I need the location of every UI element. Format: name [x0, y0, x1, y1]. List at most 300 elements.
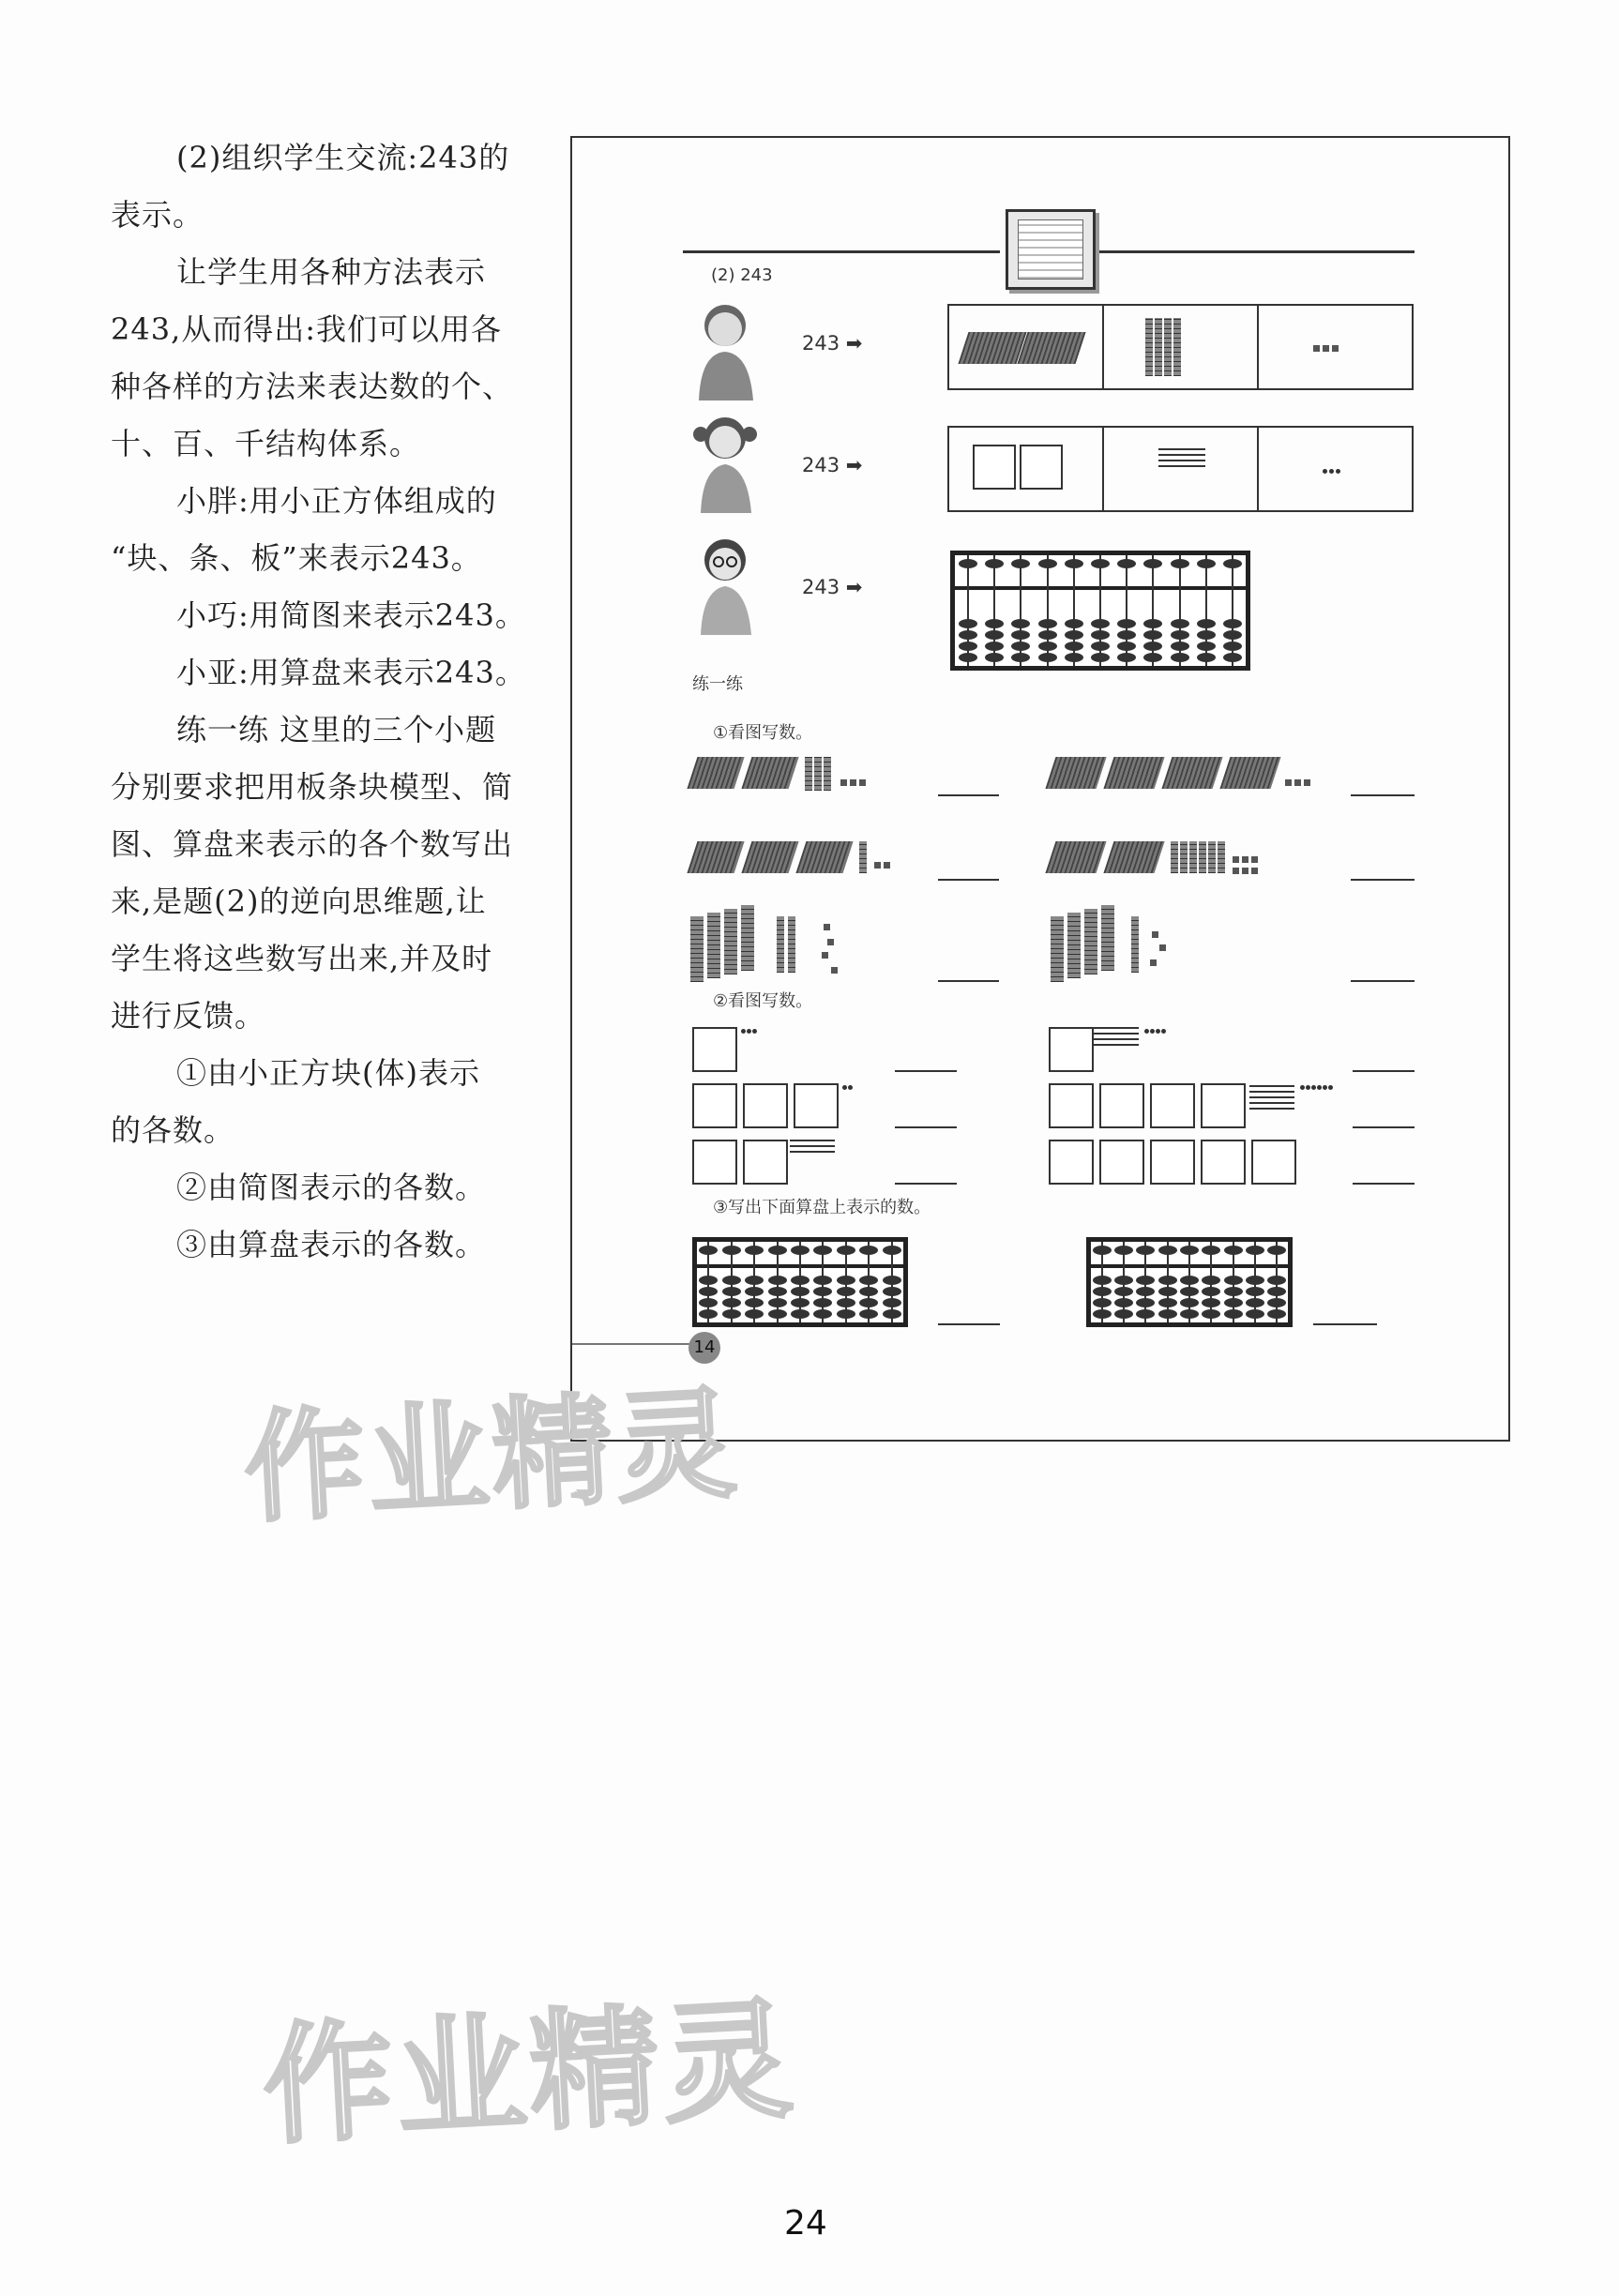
answer-blank[interactable]: [1351, 794, 1415, 796]
ten-line: [1094, 1033, 1139, 1035]
abacus-bead: [1197, 642, 1216, 651]
abacus-bead: [1093, 1309, 1112, 1319]
abacus-bead: [1197, 619, 1216, 628]
abacus-bead: [791, 1276, 810, 1285]
ten-line: [1158, 448, 1205, 450]
note-line: ③由算盘表示的各数。: [176, 1227, 487, 1262]
abacus-bead: [959, 559, 977, 568]
answer-blank[interactable]: [1353, 1070, 1415, 1072]
unit-dot: [1317, 1085, 1322, 1090]
thousand-block: [1101, 905, 1114, 971]
answer-blank[interactable]: [1351, 980, 1415, 982]
abacus-bead: [1117, 559, 1136, 568]
abacus-bead: [1224, 1309, 1243, 1319]
abacus-bead: [722, 1287, 741, 1296]
abacus-bead: [1180, 1246, 1199, 1255]
question-2-title: ②看图写数。: [713, 991, 813, 1011]
abacus-bead: [768, 1287, 787, 1296]
answer-blank[interactable]: [938, 980, 999, 982]
hundred-flat: [741, 757, 798, 789]
hundred-flat: [1219, 757, 1280, 789]
abacus-bead: [985, 559, 1004, 568]
hundred-square: [1049, 1083, 1094, 1128]
abacus-bead: [1114, 1246, 1133, 1255]
unit-cube: [824, 924, 830, 930]
abacus-bead: [1117, 642, 1136, 651]
question-1-title: ①看图写数。: [713, 723, 813, 743]
abacus-bead: [1267, 1246, 1286, 1255]
unit-cube: [827, 939, 834, 945]
answer-blank[interactable]: [895, 1126, 957, 1128]
ten-line: [1249, 1096, 1294, 1098]
unit-cube: [1332, 345, 1339, 352]
teaching-notes: [111, 129, 544, 1274]
unit-cube: [1242, 868, 1248, 874]
hundred-flat: [1103, 757, 1164, 789]
answer-blank[interactable]: [1351, 879, 1415, 881]
note-line: 小亚:用算盘来表示243。: [176, 655, 526, 690]
abacus-bead: [813, 1298, 832, 1307]
ten-rod: [788, 916, 795, 973]
abacus-bead: [1202, 1309, 1220, 1319]
thousand-block: [707, 913, 720, 978]
abacus-bead: [1136, 1276, 1155, 1285]
abacus-bead: [1136, 1298, 1155, 1307]
abacus-bead: [959, 630, 977, 640]
abacus-bead: [1246, 1287, 1264, 1296]
answer-blank[interactable]: [938, 794, 999, 796]
note-line: 学生将这些数写出来,并及时: [111, 941, 493, 976]
hundred-flat: [687, 841, 744, 873]
note-line: 来,是题(2)的逆向思维题,让: [111, 884, 487, 919]
note-line: 十、百、千结构体系。: [111, 426, 421, 461]
abacus-bead: [1093, 1298, 1112, 1307]
unit-cube: [1159, 944, 1166, 951]
unit-cube: [859, 779, 866, 786]
abacus-bead: [1246, 1298, 1264, 1307]
abacus-bead: [699, 1309, 718, 1319]
abacus-bead: [959, 642, 977, 651]
ten-line: [1158, 460, 1205, 461]
answer-blank[interactable]: [1353, 1126, 1415, 1128]
arrow-icon: ➡: [845, 576, 863, 598]
hundred-flat: [1017, 332, 1085, 364]
abacus-bead: [1091, 630, 1110, 640]
abacus-bead: [859, 1287, 878, 1296]
abacus-bead: [1202, 1246, 1220, 1255]
abacus-bead: [1065, 619, 1083, 628]
abacus-bead: [1117, 619, 1136, 628]
hundred-flat: [1045, 757, 1106, 789]
abacus-bead: [1143, 630, 1162, 640]
abacus-bead: [768, 1276, 787, 1285]
abacus-bead: [745, 1287, 764, 1296]
abacus-bead: [1158, 1309, 1177, 1319]
hundred-square: [1099, 1140, 1144, 1185]
abacus-bead: [985, 653, 1004, 662]
abacus-bead: [791, 1309, 810, 1319]
abacus-bead: [1246, 1246, 1264, 1255]
abacus-bead: [1171, 642, 1189, 651]
hundred-square: [1020, 445, 1063, 490]
arrow-icon: ➡: [845, 454, 863, 476]
abacus-bead: [985, 619, 1004, 628]
hundred-square: [973, 445, 1016, 490]
ten-rod: [777, 916, 784, 973]
abacus-bead: [1011, 642, 1030, 651]
unit-cube: [1150, 959, 1157, 966]
abacus-bead: [813, 1246, 832, 1255]
abacus-question-a: [692, 1237, 908, 1327]
unit-dot: [1150, 1029, 1155, 1034]
ten-line: [1249, 1085, 1294, 1087]
hundred-flat: [795, 841, 853, 873]
abacus-bead: [1223, 630, 1242, 640]
abacus-bead: [813, 1287, 832, 1296]
unit-dot: [741, 1029, 746, 1034]
unit-cube: [840, 779, 847, 786]
abacus-bead: [1091, 653, 1110, 662]
note-line: ②由简图表示的各数。: [176, 1170, 487, 1205]
unit-dot: [848, 1085, 853, 1090]
unit-cube: [1313, 345, 1320, 352]
abacus-bead: [1011, 619, 1030, 628]
abacus-bead: [1197, 630, 1216, 640]
thousand-block: [1067, 913, 1081, 978]
thousand-block: [741, 905, 754, 971]
ten-line: [1249, 1091, 1294, 1093]
boy-xiaopang-icon: [689, 297, 764, 400]
hundred-square: [1099, 1083, 1144, 1128]
abacus-bead: [1246, 1276, 1264, 1285]
abacus-bead: [1143, 642, 1162, 651]
hundred-flat: [1103, 841, 1164, 873]
abacus-bead: [699, 1287, 718, 1296]
abacus-bead: [1136, 1309, 1155, 1319]
abacus-bead: [837, 1298, 855, 1307]
abacus-bead: [1114, 1276, 1133, 1285]
unit-dot: [1156, 1029, 1160, 1034]
abacus-bead: [1223, 619, 1242, 628]
hundred-flat: [958, 332, 1026, 364]
place-value-blocks-box: [947, 304, 1414, 390]
ten-line: [1094, 1044, 1139, 1046]
unit-cube: [1285, 779, 1292, 786]
unit-cube: [1152, 931, 1158, 938]
abacus-bead: [722, 1298, 741, 1307]
abacus-bead: [1202, 1287, 1220, 1296]
abacus-bead: [768, 1309, 787, 1319]
abacus-bead: [1267, 1287, 1286, 1296]
abacus-bead: [1114, 1287, 1133, 1296]
abacus-bead: [1038, 619, 1057, 628]
hundred-square: [1251, 1140, 1296, 1185]
abacus-bead: [883, 1287, 901, 1296]
abacus-bead: [791, 1246, 810, 1255]
abacus-bead: [1091, 619, 1110, 628]
abacus-bead: [1117, 630, 1136, 640]
unit-cube: [1242, 856, 1248, 863]
note-line: “块、条、板”来表示243。: [111, 540, 482, 576]
abacus-bead: [837, 1276, 855, 1285]
question-3-title: ③写出下面算盘上表示的数。: [713, 1198, 931, 1217]
hundred-square: [692, 1083, 737, 1128]
hundred-square: [692, 1140, 737, 1185]
abacus-bead: [883, 1298, 901, 1307]
abacus-bead: [768, 1246, 787, 1255]
ten-rod: [1164, 318, 1172, 376]
hundred-square: [794, 1083, 839, 1128]
unit-cube: [1323, 345, 1329, 352]
abacus-bead: [1158, 1298, 1177, 1307]
ten-rod: [1173, 318, 1181, 376]
ten-rod: [824, 757, 831, 791]
abacus-question-b: [1086, 1237, 1293, 1327]
ten-rod: [1131, 916, 1139, 973]
page-number: 24: [784, 2204, 827, 2243]
abacus-bead: [1267, 1276, 1286, 1285]
abacus-bead: [1158, 1287, 1177, 1296]
abacus-bead: [1171, 653, 1189, 662]
ten-rod: [859, 841, 867, 873]
abacus-bead: [1180, 1276, 1199, 1285]
unit-cube: [1233, 856, 1239, 863]
hundred-square: [1150, 1140, 1195, 1185]
abacus-bead: [1091, 559, 1110, 568]
abacus-bead: [883, 1276, 901, 1285]
abacus-bead: [1267, 1298, 1286, 1307]
abacus-bead: [837, 1287, 855, 1296]
abacus-bead: [1117, 653, 1136, 662]
abacus-bead: [1197, 559, 1216, 568]
unit-cube: [884, 862, 890, 869]
watermark: 作业精灵: [259, 1984, 800, 2163]
abacus-bead: [1065, 630, 1083, 640]
ten-line: [1249, 1102, 1294, 1104]
abacus-bead: [1180, 1298, 1199, 1307]
ten-rod: [814, 757, 822, 791]
girl-xiaoya-icon: [689, 532, 764, 635]
abacus-bead: [959, 653, 977, 662]
abacus-bead: [1224, 1298, 1243, 1307]
abacus-bead: [722, 1309, 741, 1319]
abacus-bead: [1143, 619, 1162, 628]
abacus-bead: [1093, 1246, 1112, 1255]
ten-line: [1094, 1027, 1139, 1029]
abacus-bead: [1202, 1276, 1220, 1285]
hundred-chart-icon: [1006, 209, 1096, 290]
thousand-block: [724, 909, 737, 974]
abacus-bead: [1011, 559, 1030, 568]
unit-cube: [1251, 868, 1258, 874]
abacus-bead: [1093, 1276, 1112, 1285]
textbook-panel: [570, 136, 1510, 1442]
hundred-square: [1201, 1140, 1246, 1185]
abacus-bead: [859, 1246, 878, 1255]
abacus-bead: [1114, 1309, 1133, 1319]
abacus-bead: [1171, 559, 1189, 568]
row-number: 243: [802, 576, 840, 598]
note-line: 进行反馈。: [111, 998, 266, 1034]
header-rule: [683, 250, 1000, 253]
abacus-bead: [1224, 1276, 1243, 1285]
unit-dot: [752, 1029, 757, 1034]
unit-cube: [822, 952, 828, 959]
ten-line: [1249, 1108, 1294, 1110]
note-line: ①由小正方块(体)表示: [176, 1055, 480, 1091]
abacus-bead: [745, 1309, 764, 1319]
abacus-bead: [1038, 642, 1057, 651]
abacus-bead: [1091, 642, 1110, 651]
answer-blank[interactable]: [938, 879, 999, 881]
thousand-block: [1084, 909, 1097, 974]
note-line: 小胖:用小正方体组成的: [176, 483, 497, 519]
abacus-bead: [1038, 653, 1057, 662]
unit-cube: [831, 967, 838, 974]
thousand-block: [690, 916, 704, 982]
girl-xiaoqiao-icon: [689, 410, 764, 513]
abacus-bead: [1038, 630, 1057, 640]
ten-rod: [1145, 318, 1153, 376]
unit-dot: [1300, 1085, 1305, 1090]
answer-blank[interactable]: [938, 1323, 1000, 1325]
hundred-square: [1049, 1140, 1094, 1185]
abacus-bead: [699, 1246, 718, 1255]
abacus-bead: [745, 1246, 764, 1255]
abacus-bead: [1158, 1276, 1177, 1285]
abacus-bead: [1202, 1298, 1220, 1307]
ten-rod: [1171, 841, 1178, 873]
abacus-bead: [1180, 1309, 1199, 1319]
unit-cube: [874, 862, 881, 869]
abacus-bead: [722, 1276, 741, 1285]
unit-cube: [1233, 868, 1239, 874]
hundred-square: [692, 1027, 737, 1072]
hundred-square: [743, 1083, 788, 1128]
simple-diagram-box: [947, 426, 1414, 512]
ten-rod: [1189, 841, 1197, 873]
abacus-bead: [791, 1287, 810, 1296]
ten-rod: [1199, 841, 1206, 873]
abacus-bead: [985, 630, 1004, 640]
abacus-bead: [837, 1309, 855, 1319]
abacus-bead: [883, 1246, 901, 1255]
abacus-bead: [1065, 559, 1083, 568]
unit-dot: [1323, 1085, 1327, 1090]
abacus-bead: [791, 1298, 810, 1307]
abacus-bead: [1180, 1287, 1199, 1296]
abacus-bead: [1223, 559, 1242, 568]
unit-dot: [1144, 1029, 1149, 1034]
footer-rule: [572, 1343, 704, 1345]
unit-cube: [850, 779, 856, 786]
hundred-flat: [687, 757, 744, 789]
practice-title: 练一练: [692, 674, 743, 694]
abacus-bead: [1267, 1309, 1286, 1319]
unit-dot: [1328, 1085, 1333, 1090]
abacus-bead: [1158, 1246, 1177, 1255]
answer-blank[interactable]: [1313, 1323, 1377, 1325]
ten-line: [790, 1140, 835, 1141]
abacus-bead: [1223, 653, 1242, 662]
abacus-bead: [768, 1298, 787, 1307]
abacus-bead: [1038, 559, 1057, 568]
abacus-bead: [699, 1298, 718, 1307]
unit-dot: [1306, 1085, 1310, 1090]
abacus-bead: [1223, 642, 1242, 651]
abacus-bead: [1246, 1309, 1264, 1319]
abacus-bead: [1143, 559, 1162, 568]
note-line: 种各样的方法来表达数的个、: [111, 369, 514, 404]
abacus-bead: [959, 619, 977, 628]
abacus-bead: [1136, 1246, 1155, 1255]
answer-blank[interactable]: [1353, 1183, 1415, 1185]
hundred-flat: [741, 841, 798, 873]
abacus-bead: [883, 1309, 901, 1319]
ten-rod: [1155, 318, 1162, 376]
unit-cube: [1304, 779, 1310, 786]
abacus-bead: [1224, 1246, 1243, 1255]
abacus-bead: [837, 1246, 855, 1255]
unit-dot: [1323, 469, 1327, 474]
abacus-bead: [813, 1276, 832, 1285]
arrow-icon: ➡: [845, 332, 863, 355]
hundred-flat: [1045, 841, 1106, 873]
answer-blank[interactable]: [895, 1070, 957, 1072]
abacus-bead: [1065, 642, 1083, 651]
note-line: 图、算盘来表示的各个数写出: [111, 826, 514, 862]
note-line: (2)组织学生交流:243的: [176, 140, 510, 175]
abacus-bead: [859, 1309, 878, 1319]
note-line: 小巧:用简图来表示243。: [176, 597, 526, 633]
note-line: 分别要求把用板条块模型、简: [111, 769, 514, 805]
ten-line: [1158, 454, 1205, 456]
unit-dot: [1311, 1085, 1316, 1090]
note-line: 让学生用各种方法表示: [176, 254, 487, 290]
note-line: 表示。: [111, 197, 204, 233]
unit-dot: [747, 1029, 751, 1034]
ten-line: [1094, 1038, 1139, 1040]
abacus-243: [950, 551, 1250, 671]
hundred-square: [743, 1140, 788, 1185]
unit-cube: [1294, 779, 1301, 786]
unit-cube: [1251, 856, 1258, 863]
ten-line: [790, 1151, 835, 1153]
hundred-square: [1150, 1083, 1195, 1128]
ten-rod: [1218, 841, 1225, 873]
abacus-bead: [1143, 653, 1162, 662]
unit-dot: [842, 1085, 847, 1090]
abacus-bead: [1224, 1287, 1243, 1296]
hundred-square: [1201, 1083, 1246, 1128]
answer-blank[interactable]: [895, 1183, 957, 1185]
abacus-bead: [1093, 1287, 1112, 1296]
abacus-bead: [1171, 630, 1189, 640]
unit-dot: [1329, 469, 1334, 474]
abacus-bead: [699, 1276, 718, 1285]
abacus-bead: [1136, 1287, 1155, 1296]
ten-rod: [1208, 841, 1216, 873]
note-line: 的各数。: [111, 1112, 235, 1148]
ten-rod: [805, 757, 812, 791]
note-line: 243,从而得出:我们可以用各: [111, 311, 503, 347]
row-number: 243: [802, 454, 840, 476]
abacus-bead: [1197, 653, 1216, 662]
header-rule: [1099, 250, 1415, 253]
watermark: 作业精灵: [241, 1374, 744, 1540]
abacus-bead: [1171, 619, 1189, 628]
hundred-flat: [1161, 757, 1222, 789]
